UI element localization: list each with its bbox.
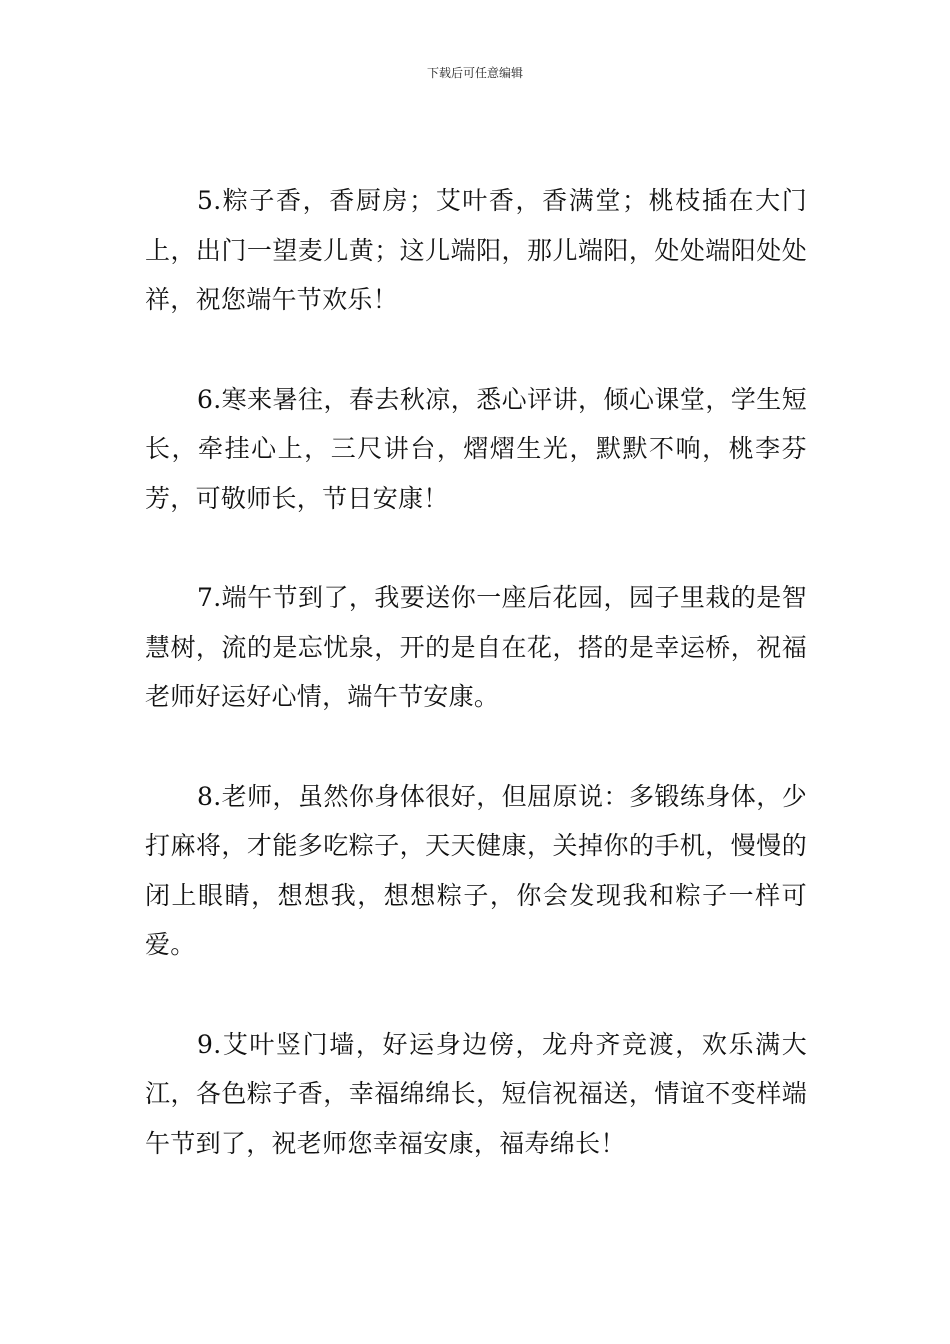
paragraph-6: 6.寒来暑往，春去秋凉，悉心评讲，倾心课堂，学生短长，牵挂心上，三尺讲台，熠熠生光，默默不响，桃李芬芳，可敬师长，节日安康！ bbox=[145, 384, 807, 513]
paragraph-5: 5.粽子香，香厨房；艾叶香，香满堂；桃枝插在大门上，出门一望麦儿黄；这儿端阳，那儿端阳，处处端阳处处祥，祝您端午节欢乐！ bbox=[145, 186, 807, 314]
page-header: 下载后可任意编辑 bbox=[426, 66, 523, 80]
document-body bbox=[145, 176, 807, 1218]
paragraph-7: 7.端午节到了，我要送你一座后花园，园子里栽的是智慧树，流的是忘忧泉，开的是自在花，搭的是幸运桥，祝福老师好运好心情，端午节安康。 bbox=[145, 583, 807, 711]
paragraph-8: 8.老师，虽然你身体很好，但屈原说：多锻练身体，少打麻将，才能多吃粽子，天天健康，关掉你的手机，慢慢的闭上眼睛，想想我，想想粽子，你会发现我和粽子一样可爱。 bbox=[145, 781, 807, 959]
paragraph-9: 9.艾叶竖门墙，好运身边傍，龙舟齐竞渡，欢乐满大江，各色粽子香，幸福绵绵长，短信祝福送，情谊不变样端午节到了，祝老师您幸福安康，福寿绵长！ bbox=[145, 1029, 807, 1158]
